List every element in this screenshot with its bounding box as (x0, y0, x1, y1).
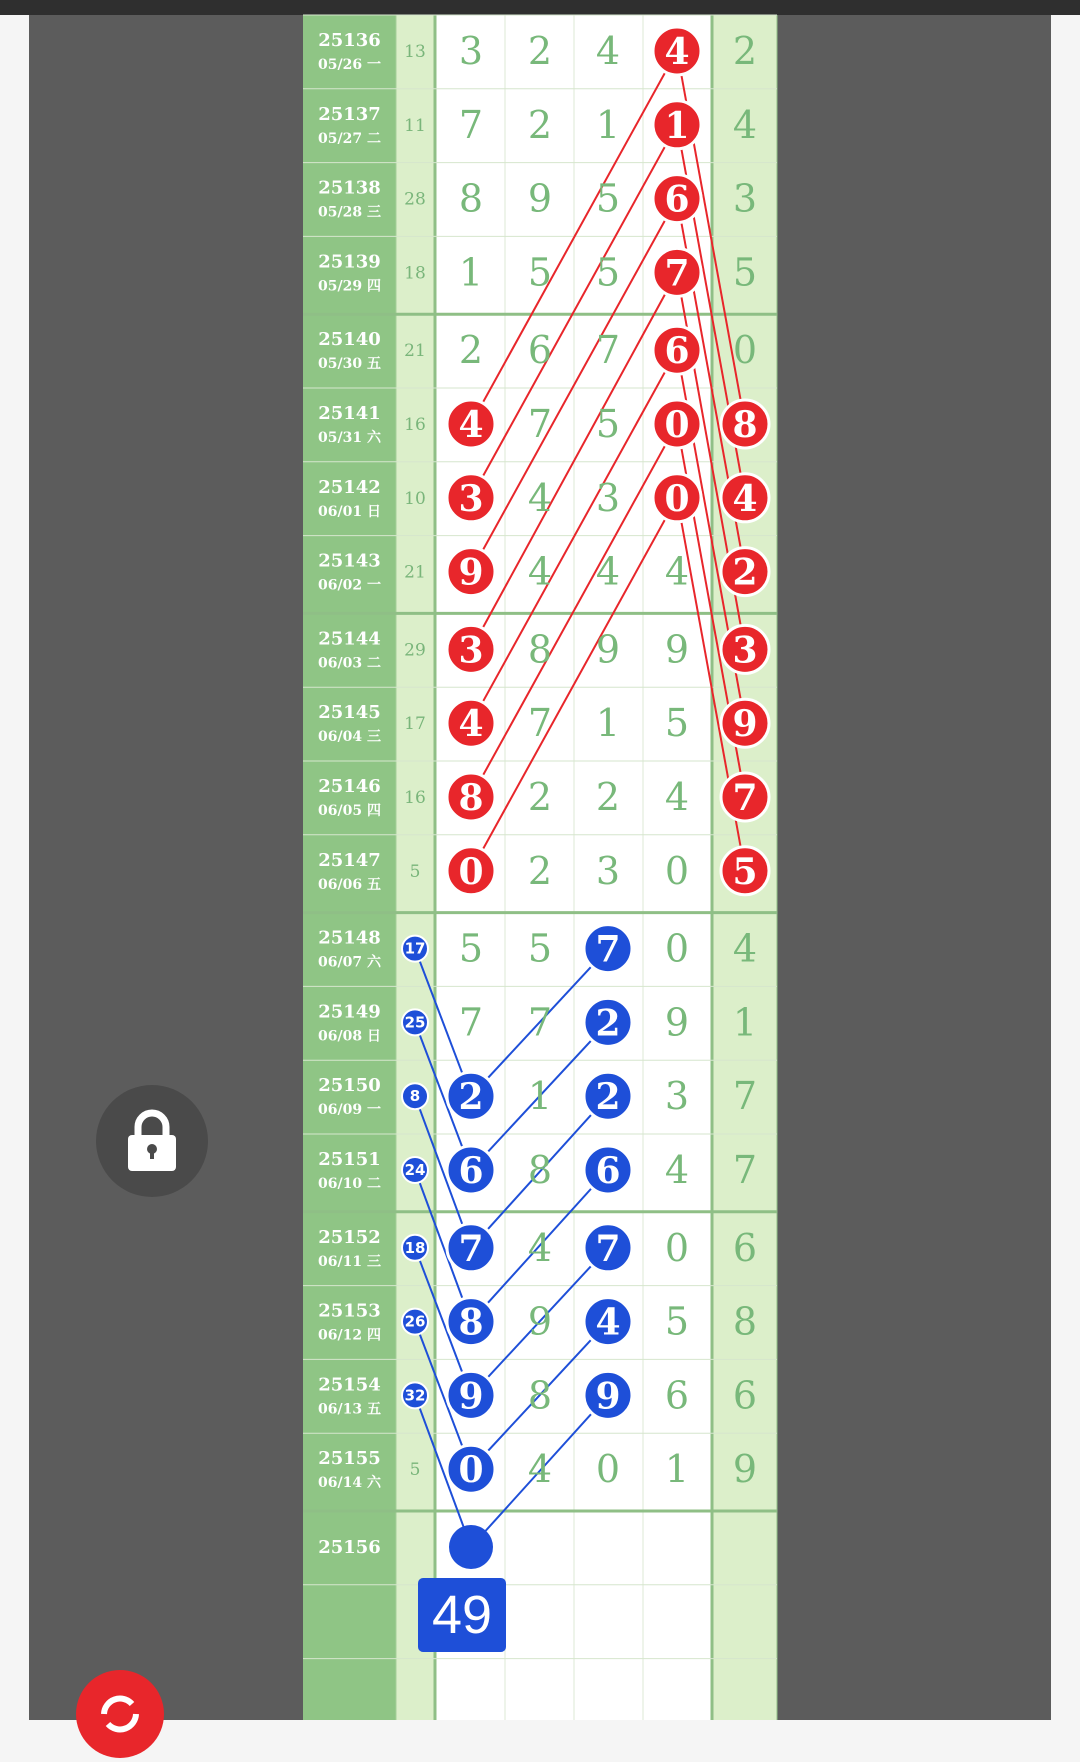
issue-date: 06/06 五 (318, 876, 381, 893)
issue-date: 06/14 六 (318, 1475, 381, 1492)
digit-value: 6 (595, 1150, 621, 1192)
digit-value: 2 (595, 1002, 621, 1045)
digit-value: 4 (595, 29, 621, 73)
sum-value: 16 (404, 415, 426, 435)
sum-value: 21 (404, 562, 426, 583)
sum-value: 17 (404, 939, 426, 958)
digit-value: 7 (595, 1227, 621, 1270)
digit-value: 2 (732, 551, 758, 594)
issue-date: 06/01 日 (318, 503, 381, 520)
issue-number: 25140 (318, 329, 381, 351)
sum-value: 24 (404, 1161, 426, 1179)
issue-date: 06/12 四 (318, 1327, 381, 1344)
issue-date: 06/11 三 (318, 1253, 381, 1270)
digit-value: 7 (664, 252, 690, 295)
sum-value: 5 (409, 1460, 421, 1481)
digit-value: 2 (458, 328, 484, 373)
issue-number: 25139 (318, 251, 381, 273)
digit-value: 7 (732, 1148, 758, 1192)
digit-value: 1 (527, 1074, 553, 1119)
digit-value: 0 (732, 328, 758, 373)
issue-date: 05/31 六 (318, 430, 381, 446)
digit-value: 9 (664, 1000, 690, 1045)
issue-date: 06/13 五 (318, 1401, 381, 1418)
digit-value: 5 (527, 926, 553, 971)
digit-value: 0 (458, 850, 484, 893)
digit-value: 7 (458, 1227, 484, 1270)
digit-value: 9 (458, 1375, 484, 1418)
issue-date: 05/26 一 (318, 57, 381, 73)
digit-value: 6 (732, 1373, 758, 1418)
digit-value: 2 (458, 1076, 484, 1119)
digit-value: 6 (664, 1373, 690, 1418)
digit-value: 0 (595, 1447, 621, 1492)
sum-value: 10 (404, 488, 426, 509)
digit-value: 0 (458, 1449, 484, 1492)
digit-value: 7 (458, 1000, 484, 1045)
digit-value: 4 (732, 926, 758, 971)
sum-value: 28 (404, 189, 426, 210)
digit-value: 8 (458, 777, 484, 819)
issue-date: 06/04 三 (318, 729, 381, 746)
digit-value: 7 (732, 777, 758, 819)
digit-value: 3 (458, 477, 484, 520)
digit-value: 5 (595, 402, 621, 446)
digit-value: 4 (527, 1225, 553, 1270)
digit-value: 3 (732, 629, 758, 672)
digit-value: 5 (458, 926, 484, 971)
digit-value: 2 (527, 848, 553, 893)
digit-value: 4 (527, 475, 553, 520)
issue-date: 06/09 一 (318, 1102, 381, 1119)
digit-value: 5 (664, 701, 690, 746)
issue-date: 05/30 五 (318, 356, 381, 373)
digit-value: 3 (458, 29, 484, 73)
digit-value: 3 (595, 848, 621, 893)
issue-number: 25145 (318, 702, 381, 724)
issue-number: 25137 (318, 103, 381, 125)
sum-value: 17 (404, 714, 426, 735)
digit-value: 6 (732, 1225, 758, 1270)
digit-value: 1 (664, 1447, 690, 1492)
digit-value: 3 (664, 1074, 690, 1119)
digit-value: 0 (664, 848, 690, 893)
digit-value: 6 (664, 178, 690, 221)
digit-value: 8 (527, 627, 553, 672)
sum-value: 25 (404, 1013, 426, 1032)
issue-number: 25144 (318, 628, 381, 650)
digit-value: 4 (664, 775, 690, 819)
digit-value: 5 (732, 250, 758, 295)
digit-value: 1 (664, 104, 690, 147)
digit-value: 8 (458, 1301, 484, 1344)
digit-value: 0 (664, 926, 690, 971)
digit-value: 4 (664, 549, 690, 594)
issue-number: 25142 (318, 476, 381, 498)
digit-value: 8 (527, 1148, 553, 1192)
sum-value: 29 (404, 640, 426, 661)
issue-number: 25154 (318, 1374, 381, 1396)
issue-date: 06/02 一 (318, 577, 381, 594)
sum-result-box: 49 (418, 1578, 506, 1652)
digit-value: 8 (732, 404, 758, 446)
digit-value: 8 (527, 1373, 553, 1418)
issue-date: 05/28 三 (318, 204, 381, 221)
digit-value: 8 (732, 1299, 758, 1344)
digit-value: 5 (664, 1299, 690, 1344)
issue-date: 06/03 二 (318, 655, 381, 672)
digit-value: 6 (664, 330, 690, 373)
digit-value: 9 (527, 176, 553, 221)
issue-number: 25149 (318, 1001, 381, 1023)
digit-value: 7 (732, 1074, 758, 1119)
sum-value: 5 (409, 861, 421, 882)
digit-value: 5 (595, 250, 621, 295)
digit-value: 2 (595, 775, 621, 819)
refresh-button[interactable] (76, 1670, 164, 1758)
issue-number: 25148 (318, 927, 381, 949)
digit-value: 9 (732, 703, 758, 746)
sum-value: 8 (409, 1087, 421, 1106)
digit-value: 2 (527, 102, 553, 147)
digit-value: 5 (527, 250, 553, 295)
digit-value: 1 (458, 250, 484, 295)
digit-value: 7 (527, 701, 553, 746)
digit-value: 0 (664, 404, 690, 446)
issue-date: 05/29 四 (318, 278, 381, 295)
sum-value: 16 (404, 788, 426, 808)
digit-value: 4 (732, 477, 758, 520)
digit-value: 8 (458, 176, 484, 221)
digit-value: 3 (458, 629, 484, 672)
digit-value: 5 (732, 850, 758, 893)
sum-value: 11 (404, 115, 426, 136)
refresh-icon (76, 1670, 164, 1758)
digit-value: 7 (527, 1000, 553, 1045)
digit-value: 3 (595, 475, 621, 520)
digit-value: 9 (595, 627, 621, 672)
digit-value: 9 (732, 1447, 758, 1492)
digit-value: 2 (732, 29, 758, 73)
digit-value: 4 (458, 404, 484, 446)
digit-value: 4 (664, 31, 690, 73)
lock-button[interactable] (96, 1085, 208, 1197)
sum-value: 26 (404, 1312, 426, 1331)
digit-value: 4 (664, 1148, 690, 1192)
digit-value: 4 (527, 1447, 553, 1492)
digit-value: 4 (595, 1301, 621, 1344)
digit-value: 7 (527, 402, 553, 446)
issue-number: 25151 (318, 1149, 381, 1170)
issue-number: 25141 (318, 403, 381, 424)
issue-number: 25138 (318, 177, 381, 199)
issue-date: 05/27 二 (318, 130, 381, 147)
issue-number: 25147 (318, 849, 381, 871)
issue-number: 25155 (318, 1448, 381, 1470)
sum-value: 21 (404, 341, 426, 362)
digit-value: 1 (732, 1000, 758, 1045)
next-prediction-marker (449, 1525, 493, 1569)
digit-value: 2 (527, 775, 553, 819)
issue-number: 25153 (318, 1300, 381, 1322)
digit-value: 9 (527, 1299, 553, 1344)
digit-value: 4 (595, 549, 621, 594)
digit-value: 0 (664, 1225, 690, 1270)
digit-value: 2 (595, 1076, 621, 1119)
digit-value: 4 (732, 102, 758, 147)
digit-value: 7 (595, 928, 621, 971)
issue-number: 25152 (318, 1226, 381, 1248)
digit-value: 3 (732, 176, 758, 221)
digit-value: 0 (664, 477, 690, 520)
digit-value: 9 (458, 551, 484, 594)
sum-value: 18 (404, 1238, 426, 1257)
digit-value: 4 (527, 549, 553, 594)
issue-date: 06/10 二 (318, 1176, 381, 1192)
issue-number: 25136 (318, 30, 381, 51)
digit-value: 9 (664, 627, 690, 672)
sum-value: 18 (404, 263, 426, 284)
digit-value: 2 (527, 29, 553, 73)
issue-number: 25143 (318, 550, 381, 572)
digit-value: 6 (458, 1150, 484, 1192)
next-issue-number: 25156 (318, 1537, 381, 1558)
digit-value: 9 (595, 1375, 621, 1418)
digit-value: 6 (527, 328, 553, 373)
issue-date: 06/07 六 (318, 954, 381, 971)
digit-value: 1 (595, 701, 621, 746)
issue-date: 06/08 日 (318, 1028, 381, 1045)
issue-number: 25150 (318, 1075, 381, 1097)
sum-value: 32 (404, 1386, 426, 1405)
issue-number: 25146 (318, 776, 381, 797)
digit-value: 1 (595, 102, 621, 147)
digit-value: 7 (458, 102, 484, 147)
digit-value: 5 (595, 176, 621, 221)
issue-date: 06/05 四 (318, 803, 381, 819)
digit-value: 4 (458, 703, 484, 746)
lock-icon (96, 1085, 208, 1197)
sum-value: 13 (404, 42, 426, 62)
digit-value: 7 (595, 328, 621, 373)
